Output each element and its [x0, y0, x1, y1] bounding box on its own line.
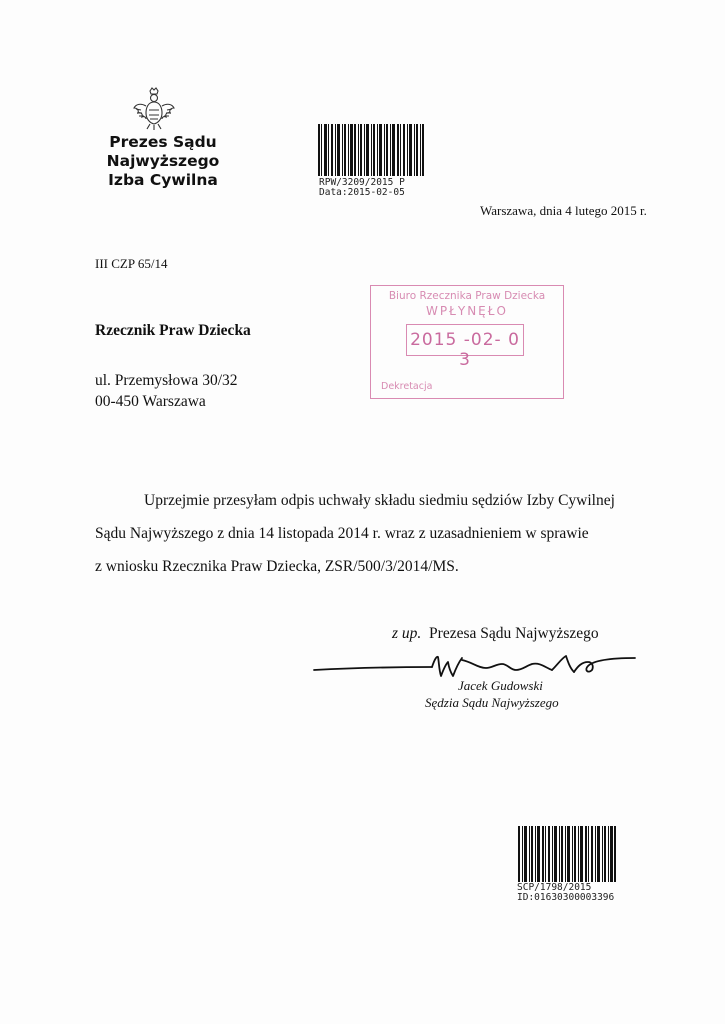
body-line-2: Sądu Najwyższego z dnia 14 listopada 2014 r. wraz z uzasadnieniem w sprawie [95, 525, 589, 542]
stamp-office-name: Biuro Rzecznika Praw Dziecka [388, 290, 546, 302]
addressee-street: ul. Przemysłowa 30/32 [95, 372, 238, 389]
on-behalf-label: z up. [392, 625, 422, 642]
stamp-decree-label: Dekretacja [381, 381, 433, 392]
stamp-date: 2015 -02- 0 3 [410, 330, 520, 370]
handwritten-signature-icon [312, 648, 637, 680]
office-barcode-number: SCP/1798/2015 [517, 882, 592, 893]
addressee-name: Rzecznik Praw Dziecka [95, 322, 251, 339]
letter-date: Warszawa, dnia 4 lutego 2015 r. [480, 203, 647, 218]
signature-authority [392, 625, 599, 643]
authority-label: Prezesa Sądu Najwyższego [429, 625, 599, 642]
case-number: III CZP 65/14 [95, 256, 168, 271]
stamp-received-label: WPŁYNĘŁO [426, 304, 508, 318]
registration-barcode-label [319, 178, 405, 198]
polish-eagle-emblem-icon [132, 86, 176, 132]
signer-name: Jacek Gudowski [458, 678, 543, 693]
body-line-1: Uprzejmie przesyłam odpis uchwały składu siedmiu sędziów Izby Cywilnej [144, 492, 615, 509]
letterhead-line-2: Izba Cywilna [108, 171, 218, 189]
letterhead-line-1: Prezes Sądu Najwyższego [106, 133, 220, 170]
letter-body [95, 484, 615, 583]
letterhead-title [58, 133, 268, 190]
stamp-date-box [406, 324, 524, 370]
office-barcode-label [517, 883, 614, 903]
office-barcode [518, 826, 616, 882]
body-line-3: z wniosku Rzecznika Praw Dziecka, ZSR/500/3/2014/MS. [95, 558, 459, 575]
registration-date: Data:2015-02-05 [319, 187, 405, 198]
registration-number: RPW/3209/2015 P [319, 177, 405, 188]
registration-barcode [318, 124, 424, 176]
signer-title: Sędzia Sądu Najwyższego [425, 695, 559, 710]
office-barcode-id: ID:01630300003396 [517, 892, 615, 903]
addressee-city: 00-450 Warszawa [95, 393, 206, 410]
received-stamp [370, 285, 564, 399]
